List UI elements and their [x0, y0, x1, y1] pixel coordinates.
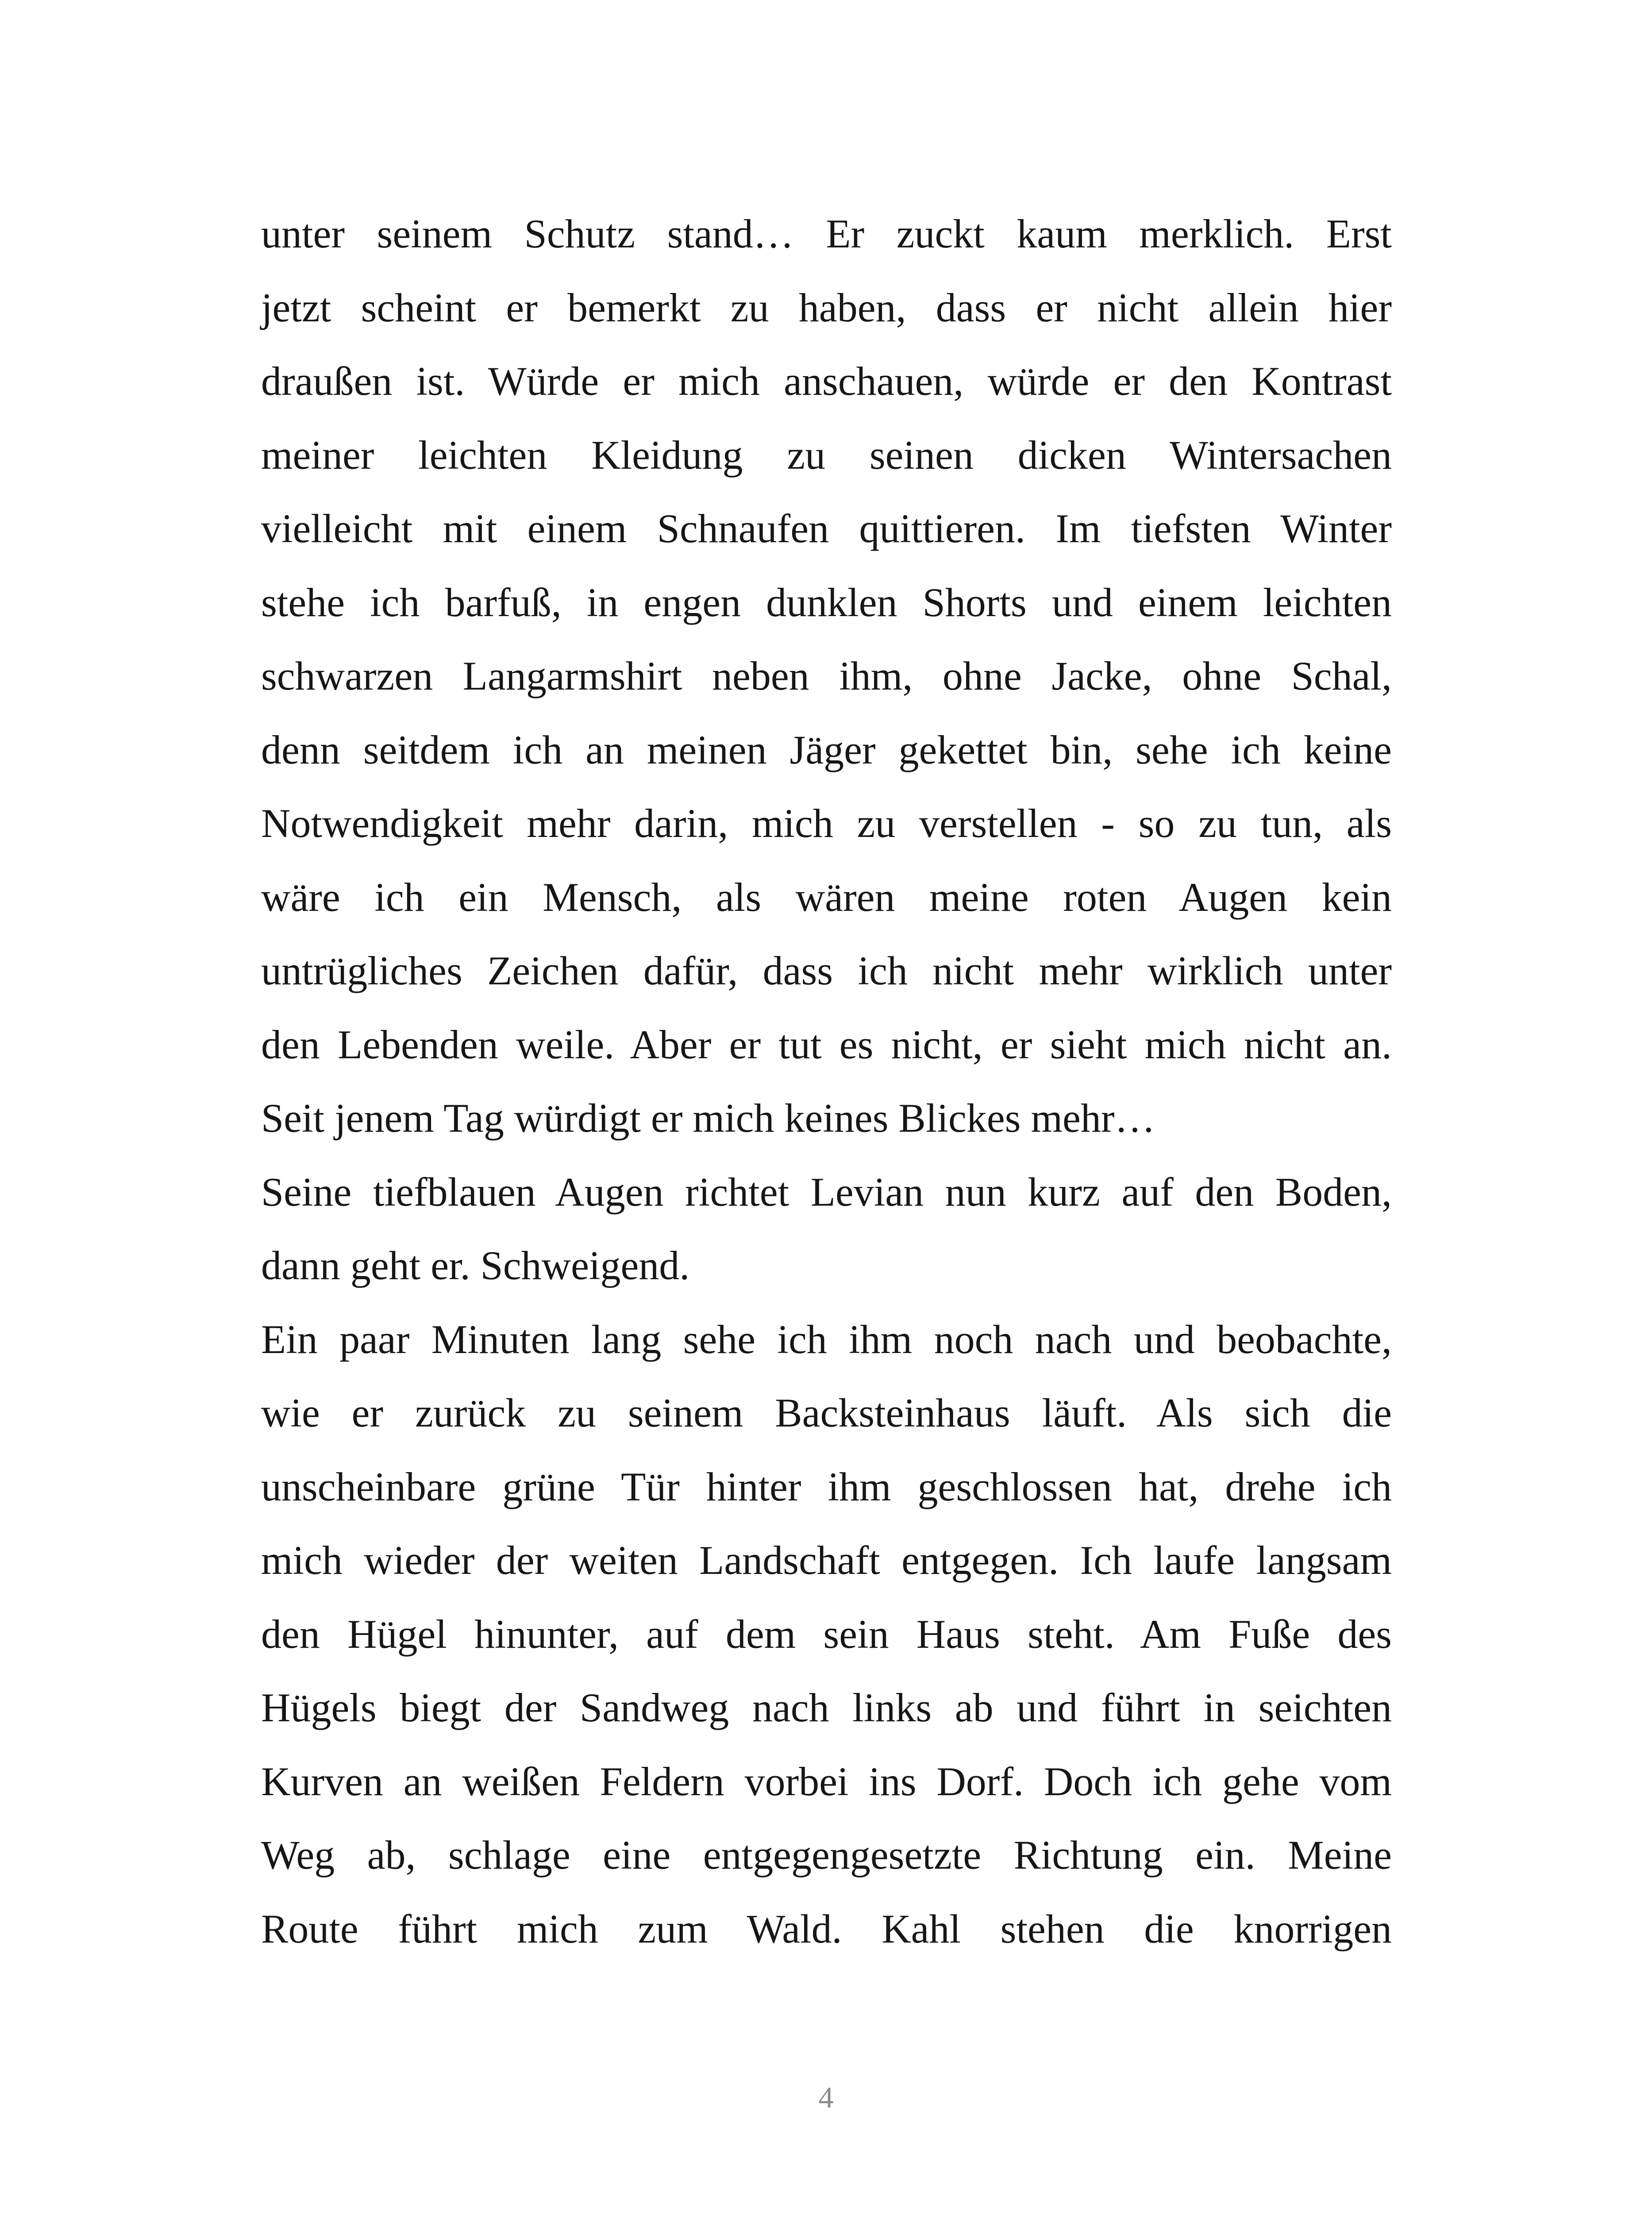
text-line: Kurven an weißen Feldern vorbei ins Dorf. Doch ich gehe vom — [261, 1758, 1392, 1804]
text-line: jetzt scheint er bemerkt zu haben, dass er nicht allein hier — [261, 285, 1392, 330]
text-line: dann geht er. Schweigend. — [261, 1243, 690, 1288]
text-line: meiner leichten Kleidung zu seinen dicken Wintersachen — [261, 432, 1392, 478]
text-line: untrügliches Zeichen dafür, dass ich nicht mehr wirklich unter — [261, 948, 1392, 993]
text-line: schwarzen Langarmshirt neben ihm, ohne Jacke, ohne Schal, — [261, 653, 1392, 698]
text-line: wie er zurück zu seinem Backsteinhaus läuft. Als sich die — [261, 1390, 1392, 1435]
text-line: unter seinem Schutz stand… Er zuckt kaum merklich. Erst — [261, 211, 1392, 256]
text-line: Route führt mich zum Wald. Kahl stehen die knorrigen — [261, 1906, 1392, 1951]
text-line: mich wieder der weiten Landschaft entgegen. Ich laufe langsam — [261, 1538, 1392, 1583]
text-line: Weg ab, schlage eine entgegengesetzte Richtung ein. Meine — [261, 1832, 1392, 1878]
text-line: denn seitdem ich an meinen Jäger gekettet bin, sehe ich keine — [261, 727, 1392, 772]
page-number: 4 — [818, 2081, 834, 2114]
body-text — [261, 197, 1392, 1966]
text-line: Hügels biegt der Sandweg nach links ab und führt in seichten — [261, 1685, 1392, 1730]
text-line: den Lebenden weile. Aber er tut es nicht, er sieht mich nicht an. — [261, 1022, 1392, 1067]
text-line: Seit jenem Tag würdigt er mich keines Blickes mehr… — [261, 1095, 1155, 1141]
text-line: draußen ist. Würde er mich anschauen, würde er den Kontrast — [261, 359, 1392, 404]
text-line: den Hügel hinunter, auf dem sein Haus steht. Am Fuße des — [261, 1611, 1392, 1657]
text-line: vielleicht mit einem Schnaufen quittieren. Im tiefsten Winter — [261, 506, 1392, 551]
text-line: unscheinbare grüne Tür hinter ihm geschlossen hat, drehe ich — [261, 1464, 1392, 1509]
text-line: wäre ich ein Mensch, als wären meine roten Augen kein — [261, 874, 1392, 920]
text-line: Seine tiefblauen Augen richtet Levian nun kurz auf den Boden, — [261, 1169, 1392, 1214]
text-line: Notwendigkeit mehr darin, mich zu verstellen - so zu tun, als — [261, 801, 1392, 846]
text-line: stehe ich barfuß, in engen dunklen Shorts und einem leichten — [261, 579, 1392, 625]
text-line: Ein paar Minuten lang sehe ich ihm noch nach und beobachte, — [261, 1316, 1392, 1362]
